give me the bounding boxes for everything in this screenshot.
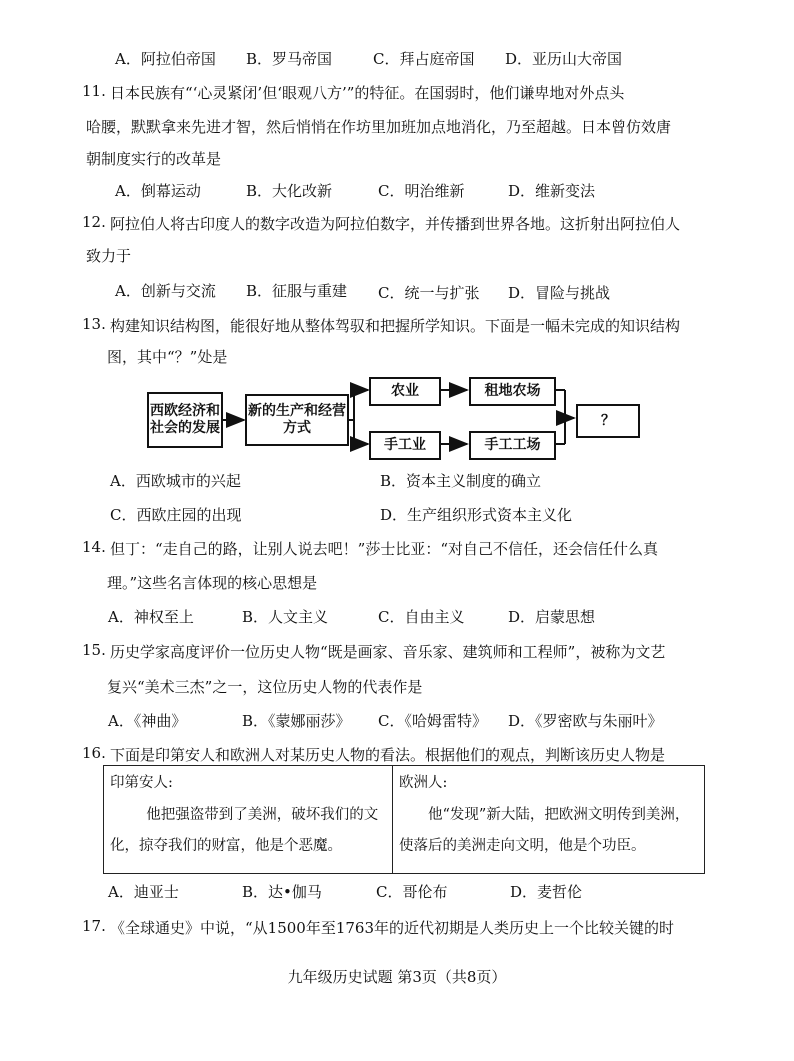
q15-option-d[interactable]: D．《罗密欧与朱丽叶》 (508, 712, 663, 730)
q10-option-c[interactable]: C．拜占庭帝国 (373, 50, 475, 68)
q14-option-c[interactable]: C．自由主义 (378, 608, 465, 626)
q12-option-c[interactable]: C．统一与扩张 (378, 284, 480, 302)
q11-option-d[interactable]: D．维新变法 (508, 182, 596, 200)
indian-view: 他把强盗带到了美洲，破坏我们的文化，掠夺我们的财富，他是个恶魔。 (110, 807, 379, 854)
q13-stem-line2: 图，其中“？”处是 (107, 348, 228, 366)
viewpoints-table (103, 765, 705, 874)
q12-option-b[interactable]: B．征服与重建 (246, 282, 348, 300)
q17-stem-line1: 《全球通史》中说，“从1500年至1763年的近代初期是人类历史上一个比较关键的时 (110, 919, 675, 937)
q13-number: 13. (82, 315, 106, 333)
european-view: 他“发现”新大陆，把欧洲文明传到美洲，使落后的美洲走向文明，他是个功臣。 (399, 807, 690, 854)
q13-stem-line1: 构建知识结构图，能很好地从整体驾驭和把握所学知识。下面是一幅未完成的知识结构 (110, 317, 681, 335)
q12-option-d[interactable]: D．冒险与挑战 (508, 284, 611, 302)
q14-stem-line2: 理。”这些名言体现的核心思想是 (107, 574, 318, 592)
q11-stem-line1: 日本民族有“‘心灵紧闭’但‘眼观八方’”的特征。在国弱时，他们谦卑地对外点头 (110, 84, 625, 102)
q14-option-b[interactable]: B．人文主义 (242, 608, 329, 626)
q11-option-b[interactable]: B．大化改新 (246, 182, 333, 200)
q14-option-d[interactable]: D．启蒙思想 (508, 608, 596, 626)
diagram-box-agriculture: 农业 (369, 377, 441, 406)
q17-number: 17. (82, 917, 106, 935)
q13-option-a[interactable]: A．西欧城市的兴起 (110, 472, 241, 490)
q13-option-d[interactable]: D．生产组织形式资本主义化 (380, 506, 573, 524)
q13-option-b[interactable]: B．资本主义制度的确立 (380, 472, 542, 490)
q12-stem-line2: 致力于 (86, 247, 132, 265)
q16-stem: 下面是印第安人和欧洲人对某历史人物的看法。根据他们的观点，判断该历史人物是 (110, 746, 666, 764)
q16-option-d[interactable]: D．麦哲伦 (510, 883, 583, 901)
q14-number: 14. (82, 538, 106, 556)
q10-option-a[interactable]: A．阿拉伯帝国 (115, 50, 216, 68)
q16-option-a[interactable]: A．迪亚士 (108, 883, 179, 901)
q16-option-b[interactable]: B．达•伽马 (242, 883, 322, 901)
q10-option-b[interactable]: B．罗马帝国 (246, 50, 333, 68)
q16-option-c[interactable]: C．哥伦布 (376, 883, 448, 901)
indian-header: 印第安人: (110, 775, 173, 791)
q16-number: 16. (82, 744, 106, 762)
q14-stem-line1: 但丁：“走自己的路，让别人说去吧！”莎士比亚：“对自己不信任，还会信任什么真 (110, 540, 659, 558)
q11-option-a[interactable]: A．倒幕运动 (115, 182, 201, 200)
diagram-box-handicraft: 手工业 (369, 431, 441, 460)
page-footer: 九年级历史试题 第3页（共8页） (287, 968, 507, 986)
q15-option-a[interactable]: A．《神曲》 (108, 712, 187, 730)
q15-option-b[interactable]: B．《蒙娜丽莎》 (242, 712, 351, 730)
q14-option-a[interactable]: A．神权至上 (108, 608, 194, 626)
q12-stem-line1: 阿拉伯人将古印度人的数字改造为阿拉伯数字，并传播到世界各地。这折射出阿拉伯人 (110, 215, 681, 233)
q15-number: 15. (82, 641, 106, 659)
q12-option-a[interactable]: A．创新与交流 (115, 282, 216, 300)
european-header: 欧洲人: (399, 775, 448, 791)
diagram-box-question: ？ (576, 404, 640, 438)
diagram-box-tenant-farm: 租地农场 (469, 377, 556, 406)
q15-option-c[interactable]: C．《哈姆雷特》 (378, 712, 487, 730)
q12-number: 12. (82, 213, 106, 231)
diagram-box-new-production: 新的生产和经营方式 (245, 394, 349, 446)
q15-stem-line2: 复兴“美术三杰”之一，这位历史人物的代表作是 (107, 678, 423, 696)
diagram-box-west-europe-development: 西欧经济和社会的发展 (147, 392, 223, 448)
q15-stem-line1: 历史学家高度评价一位历史人物“既是画家、音乐家、建筑师和工程师”，被称为文艺 (110, 643, 666, 661)
q11-stem-line3: 朝制度实行的改革是 (86, 150, 222, 168)
q11-number: 11. (82, 82, 106, 100)
diagram-box-workshop: 手工工场 (469, 431, 556, 460)
q11-stem-line2: 哈腰，默默拿来先进才智，然后悄悄在作坊里加班加点地消化，乃至超越。日本曾仿效唐 (86, 118, 672, 136)
table-divider (392, 766, 393, 873)
q13-option-c[interactable]: C．西欧庄园的出现 (110, 506, 242, 524)
q11-option-c[interactable]: C．明治维新 (378, 182, 465, 200)
q10-option-d[interactable]: D．亚历山大帝国 (505, 50, 623, 68)
